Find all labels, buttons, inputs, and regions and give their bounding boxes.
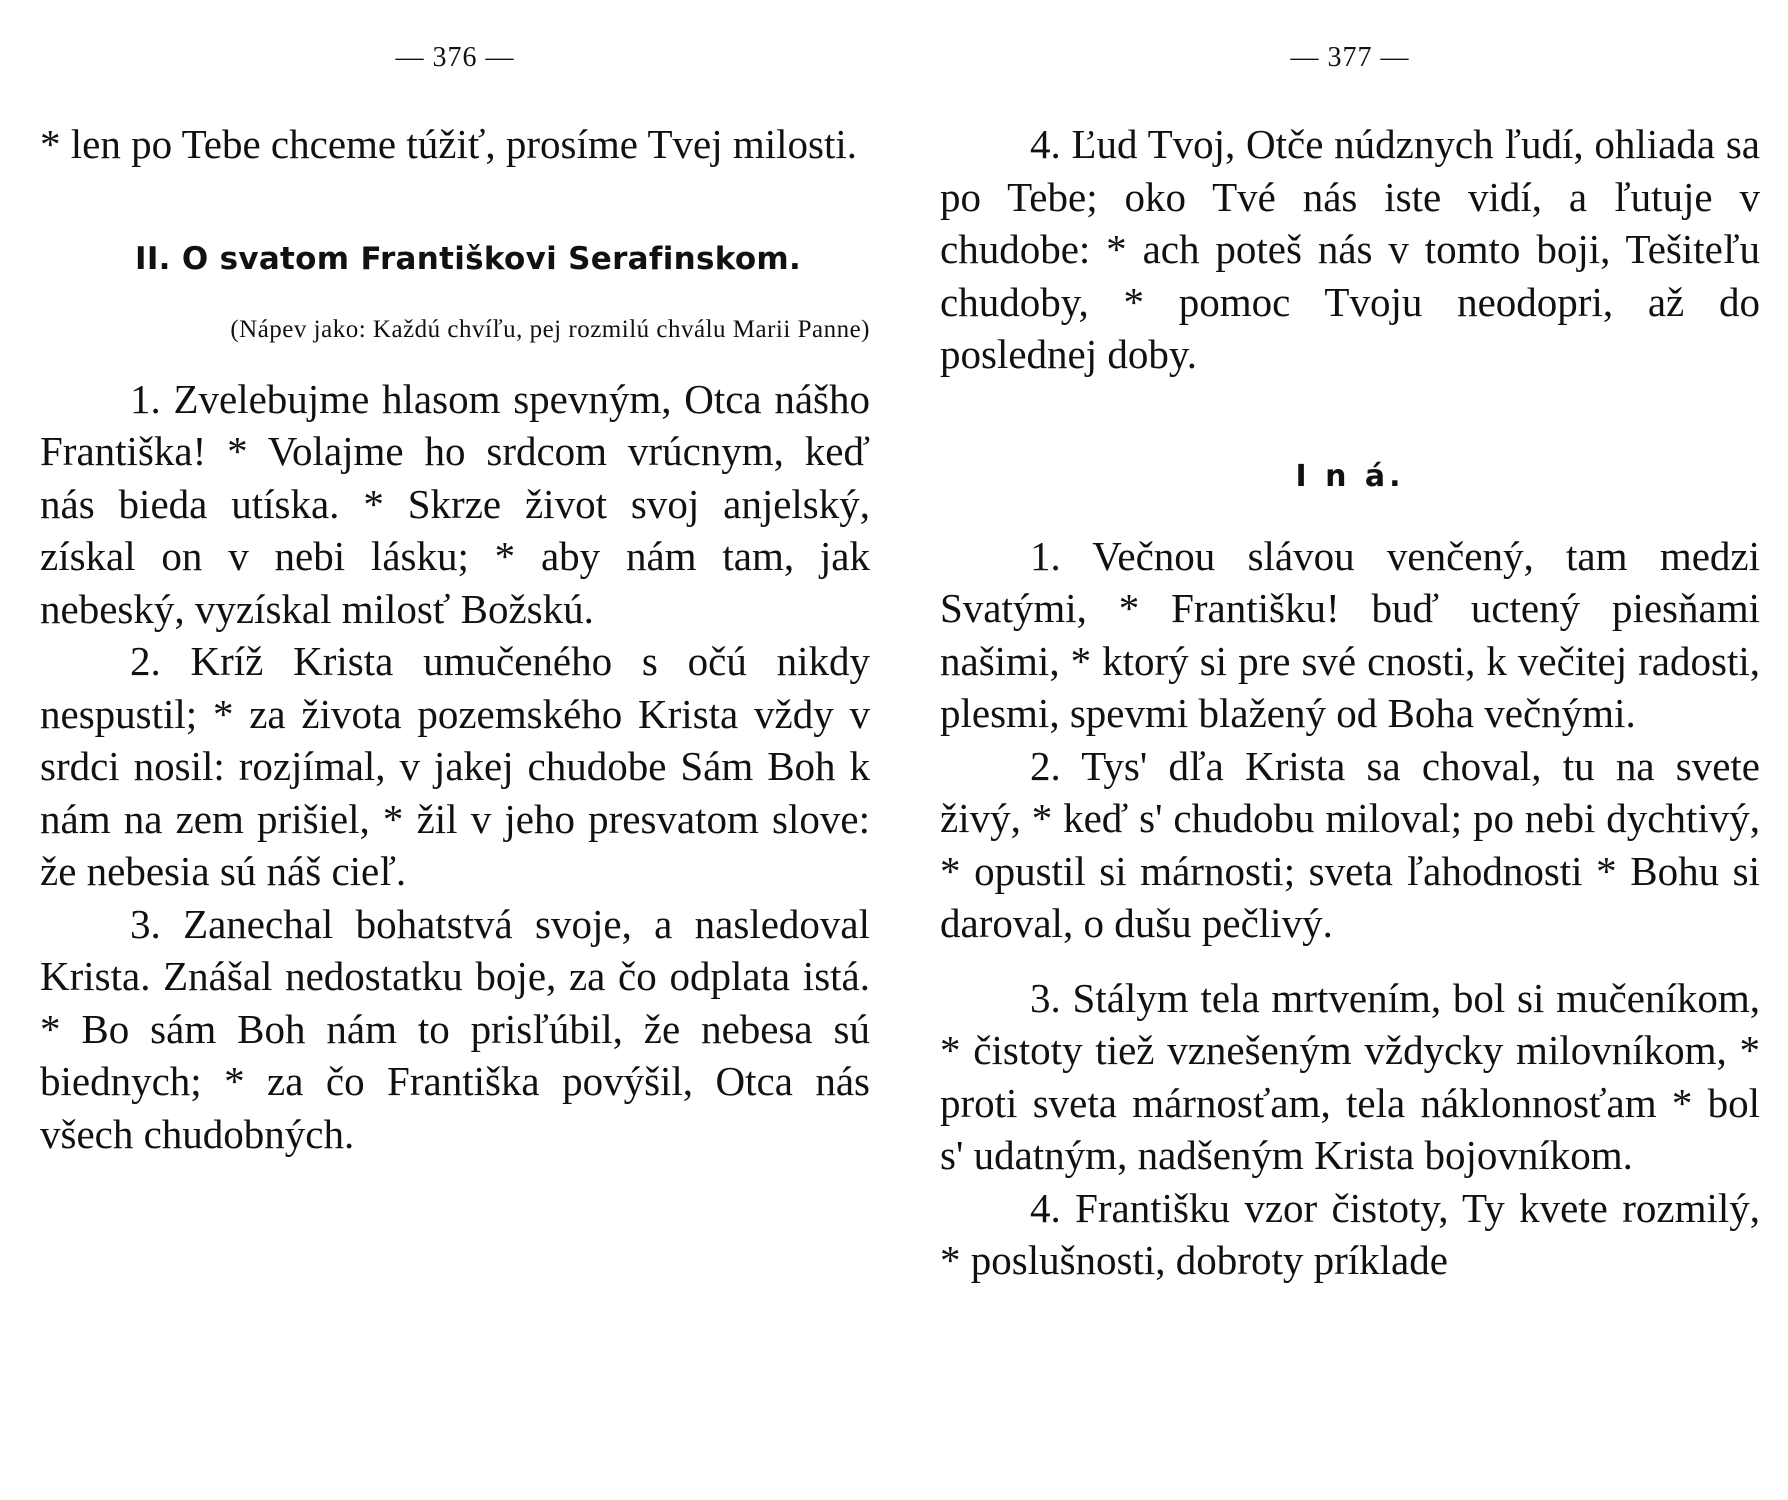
verse-left-1: 1. Zvelebujme hlasom spevným, Otca nášho Františka! * Volajme ho srdcom vrúcnym, keď nás bieda utíska. * Skrze život svoj anjelský, získal on v nebi lásku; * aby nám tam, jak nebeský, vyzískal milosť Božskú. [40,375,870,632]
right-page-content [940,118,1760,1287]
left-page-number: — 376 — [395,42,515,73]
section-heading-ina: I n á. [1295,458,1405,494]
left-continuation-text: * len po Tebe chceme túžiť, prosíme Tvej milosti. [40,121,857,167]
left-page [40,0,870,1500]
verse-left-3: 3. Zanechal bohatstvá svoje, a nasledoval Krista. Znášal nedostatku boje, za čo odplata istá. * Bo sám Boh nám to prisľúbil, že nebesa sú biednych; * za čo Františka povýšil, Otca nás všech chudobných. [40,900,870,1157]
right-page [940,0,1760,1500]
verse-right-4: 4. Františku vzor čistoty, Ty kvete rozmilý, * poslušnosti, dobroty príklade [940,1184,1760,1283]
verse-left-2: 2. Kríž Krista umučeného s očú nikdy nespustil; * za života pozemského Krista vždy v srdci nosil: rozjímal, v jakej chudobe Sám Boh k nám na zem prišiel, * žil v jeho presvatom slove: že nebesia sú náš cieľ. [40,638,870,894]
verse-right-2: 2. Tys' dľa Krista sa choval, tu na svete živý, * keď s' chudobu miloval; po nebi dychtivý, * opustil si márnosti; sveta ľahodnosti * Bohu si daroval, o dušu pečlivý. [940,742,1760,946]
right-page-number: — 377 — [1290,42,1410,73]
left-page-content [40,118,870,1160]
section-heading-francis: II. O svatom Františkovi Serafinskom. [135,240,802,277]
right-continuation-verse: 4. Ľud Tvoj, Otče núdznych ľudí, ohliada sa po Tebe; oko Tvé nás iste vidí, a ľutuje v chudobe: * ach poteš nás v tomto boji, Tešiteľu chudoby, * pomoc Tvoju neodopri, až do poslednej doby. [940,121,1760,377]
melody-note: (Nápev jako: Každú chvíľu, pej rozmilú chválu Marii Panne) [230,315,870,343]
verse-right-1: 1. Večnou slávou venčený, tam medzi Svatými, * Františku! buď uctený piesňami našimi, * ktorý si pre své cnosti, k večitej radosti, plesmi, spevmi blažený od Boha večnými. [940,532,1760,736]
verse-right-3: 3. Stálym tela mrtvením, bol si mučeníkom, * čistoty tiež vznešeným vždycky milovníkom, * proti sveta márnosťam, tela náklonnosťam * bol s' udatným, nadšeným Krista bojovníkom. [940,974,1760,1178]
